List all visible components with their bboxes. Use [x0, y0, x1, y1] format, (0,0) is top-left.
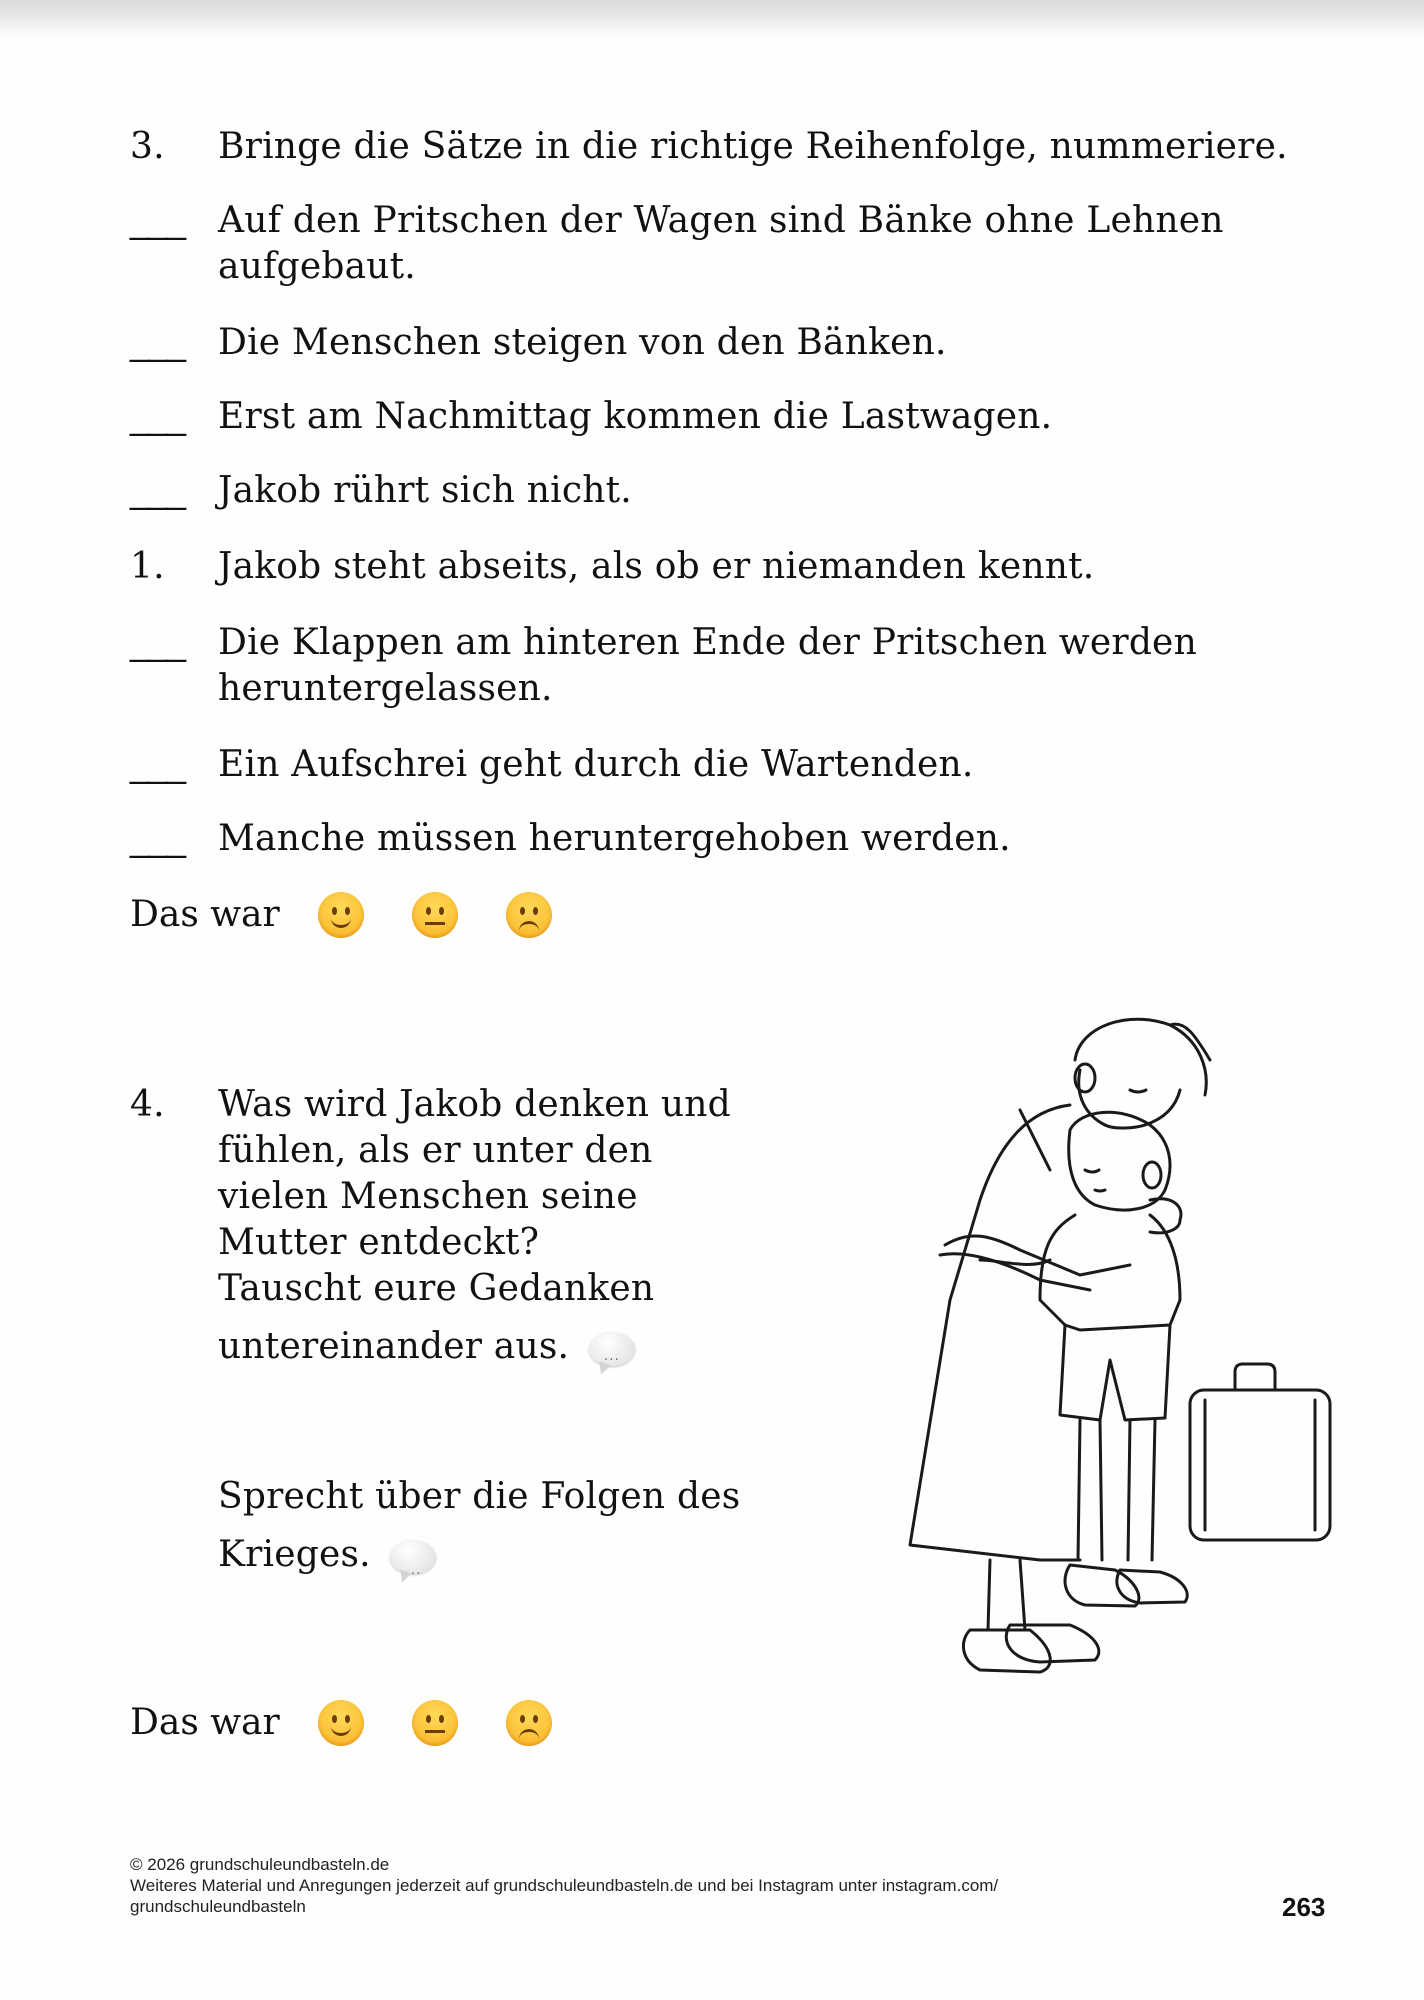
frowning-face-icon[interactable]	[506, 892, 552, 938]
number-blank[interactable]: ___	[130, 744, 185, 785]
self-rating-task4	[130, 1700, 600, 1746]
task-text: Sprecht über die Folgen des	[218, 1476, 741, 1517]
sentence-item	[130, 544, 1094, 590]
sentence-text: Jakob rührt sich nicht.	[218, 470, 632, 511]
neutral-face-icon[interactable]	[412, 892, 458, 938]
sentence-text: Die Menschen steigen von den Bänken.	[218, 322, 947, 363]
task-text: vielen Menschen seine	[218, 1176, 638, 1217]
speech-bubble-icon: ···	[589, 1332, 635, 1366]
number-blank[interactable]: ___	[130, 200, 185, 241]
frowning-face-icon[interactable]	[506, 1700, 552, 1746]
sentence-item	[130, 198, 1224, 290]
task3-heading	[130, 124, 1288, 170]
sentence-item	[130, 816, 1011, 862]
task-text: fühlen, als er unter den	[218, 1130, 653, 1171]
task-instruction: Bringe die Sätze in die richtige Reihenfolge, nummeriere.	[218, 126, 1288, 167]
sentence-item	[130, 742, 974, 788]
sentence-text: Manche müssen heruntergehoben werden.	[218, 818, 1011, 859]
number-blank[interactable]: ___	[130, 470, 185, 511]
sentence-item	[130, 620, 1197, 712]
neutral-face-icon[interactable]	[412, 1700, 458, 1746]
sentence-text: Die Klappen am hinteren Ende der Pritschen werden	[218, 622, 1197, 663]
task-number: 4.	[130, 1084, 165, 1125]
mother-hugging-boy-illustration	[880, 1000, 1340, 1780]
task4-block	[130, 1082, 731, 1370]
task-text: Krieges.	[218, 1534, 371, 1575]
sentence-text-cont: aufgebaut.	[218, 246, 416, 287]
window-top-shadow	[0, 0, 1424, 36]
sentence-item	[130, 320, 947, 366]
rating-label: Das war	[130, 894, 280, 935]
footer-note-cont: grundschuleundbasteln	[130, 1897, 306, 1916]
page-number: 263	[1282, 1892, 1326, 1922]
number-blank[interactable]: ___	[130, 622, 185, 663]
sentence-text-cont: heruntergelassen.	[218, 668, 553, 709]
speech-bubble-icon: ···	[390, 1540, 436, 1574]
task-text: untereinander aus.	[218, 1326, 570, 1367]
task4-discussion	[130, 1468, 740, 1584]
number-blank[interactable]: ___	[130, 396, 185, 437]
number-blank[interactable]: ___	[130, 818, 185, 859]
sentence-item	[130, 468, 632, 514]
sentence-text: Ein Aufschrei geht durch die Wartenden.	[218, 744, 974, 785]
self-rating-task3	[130, 892, 600, 938]
number-blank[interactable]: ___	[130, 322, 185, 363]
sentence-item	[130, 394, 1052, 440]
smiling-face-icon[interactable]	[318, 1700, 364, 1746]
page-footer	[130, 1854, 998, 1917]
task-text: Was wird Jakob denken und	[218, 1084, 731, 1125]
sentence-text: Auf den Pritschen der Wagen sind Bänke ohne Lehnen	[218, 200, 1224, 241]
task-number: 3.	[130, 126, 165, 167]
task-text: Mutter entdeckt?	[218, 1222, 540, 1263]
sentence-text: Jakob steht abseits, als ob er niemanden kennt.	[218, 546, 1095, 587]
rating-label: Das war	[130, 1702, 280, 1743]
task-text: Tauscht eure Gedanken	[218, 1268, 655, 1309]
sentence-text: Erst am Nachmittag kommen die Lastwagen.	[218, 396, 1053, 437]
sentence-number: 1.	[130, 546, 165, 587]
copyright: © 2026 grundschuleundbasteln.de	[130, 1855, 390, 1874]
footer-note: Weiteres Material und Anregungen jederzeit auf grundschuleundbasteln.de und bei Instagram unter instagram.com/	[130, 1876, 999, 1895]
smiling-face-icon[interactable]	[318, 892, 364, 938]
